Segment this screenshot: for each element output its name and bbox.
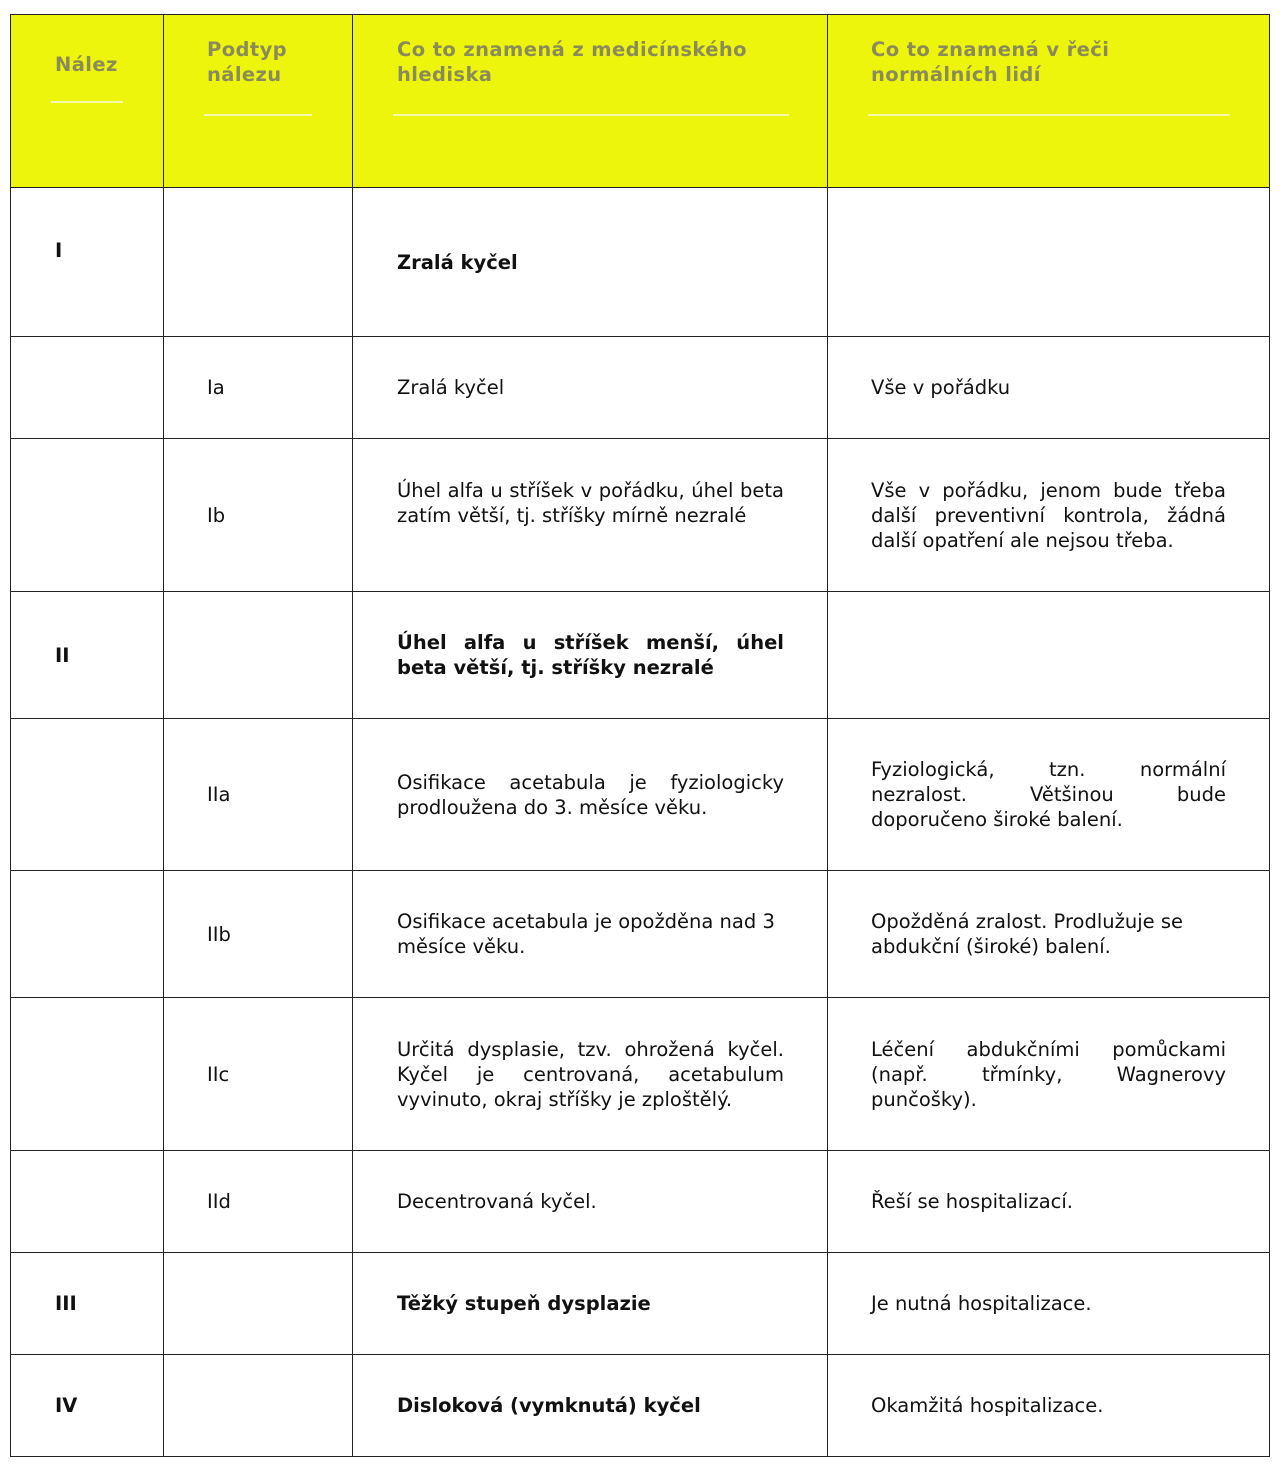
medical-cell: Úhel alfa u stříšek menší, úhel beta větší, tj. stříšky nezralé bbox=[397, 631, 784, 679]
hip-findings-table bbox=[10, 14, 1270, 1457]
subtype-cell: Ib bbox=[207, 504, 226, 527]
header-finding bbox=[11, 15, 164, 188]
medical-cell: Určitá dysplasie, tzv. ohrožená kyčel. Kyčel je centrovaná, acetabulum vyvinuto, okraj stříšky je zploštělý. bbox=[397, 1038, 784, 1111]
header-finding-label: Nález bbox=[55, 53, 118, 76]
table-row bbox=[11, 337, 1270, 439]
medical-cell: Zralá kyčel bbox=[397, 376, 505, 399]
subtype-cell: Ia bbox=[207, 376, 225, 399]
plain-cell: Opožděná zralost. Prodlužuje se abdukční (široké) balení. bbox=[871, 910, 1183, 958]
medical-cell: Osifikace acetabula je fyziologicky prodloužena do 3. měsíce věku. bbox=[397, 771, 784, 819]
plain-cell: Léčení abdukčními pomůckami (např. třmínky, Wagnerovy punčošky). bbox=[871, 1038, 1226, 1111]
header-plain bbox=[828, 15, 1270, 188]
table-row bbox=[11, 188, 1270, 337]
medical-cell: Zralá kyčel bbox=[397, 251, 518, 274]
table-row bbox=[11, 1355, 1270, 1457]
plain-cell: Okamžitá hospitalizace. bbox=[871, 1394, 1104, 1417]
plain-cell: Vše v pořádku bbox=[871, 376, 1011, 399]
medical-cell: Těžký stupeň dysplazie bbox=[397, 1292, 651, 1315]
subtype-cell: IIa bbox=[207, 783, 231, 806]
table-row bbox=[11, 439, 1270, 592]
header-underline bbox=[51, 101, 123, 103]
header-medical-label: Co to znamená z medicínského hlediska bbox=[397, 38, 747, 86]
table-row bbox=[11, 592, 1270, 719]
subtype-cell: IId bbox=[207, 1190, 231, 1213]
plain-cell: Fyziologická, tzn. normální nezralost. Většinou bude doporučeno široké balení. bbox=[871, 758, 1226, 831]
header-underline bbox=[393, 114, 789, 116]
subtype-cell: IIb bbox=[207, 923, 231, 946]
medical-cell: Úhel alfa u stříšek v pořádku, úhel beta zatím větší, tj. stříšky mírně nezralé bbox=[397, 479, 784, 527]
header-medical bbox=[353, 15, 828, 188]
table-row bbox=[11, 1253, 1270, 1355]
table-row bbox=[11, 1151, 1270, 1253]
header-row bbox=[11, 15, 1270, 188]
medical-cell: Decentrovaná kyčel. bbox=[397, 1190, 597, 1213]
plain-cell: Je nutná hospitalizace. bbox=[871, 1292, 1092, 1315]
header-underline bbox=[868, 114, 1230, 116]
finding-cell: IV bbox=[55, 1394, 78, 1417]
finding-cell: III bbox=[55, 1292, 77, 1315]
header-subtype bbox=[164, 15, 353, 188]
header-plain-label: Co to znamená v řeči normálních lidí bbox=[871, 38, 1110, 86]
medical-cell: Osifikace acetabula je opožděna nad 3 měsíce věku. bbox=[397, 910, 775, 958]
medical-cell: Disloková (vymknutá) kyčel bbox=[397, 1394, 701, 1417]
table-row bbox=[11, 998, 1270, 1151]
plain-cell: Řeší se hospitalizací. bbox=[871, 1190, 1073, 1213]
header-subtype-label: Podtyp nálezu bbox=[207, 38, 288, 86]
finding-cell: I bbox=[55, 239, 63, 262]
plain-cell: Vše v pořádku, jenom bude třeba další preventivní kontrola, žádná další opatření ale nejsou třeba. bbox=[871, 479, 1226, 552]
finding-cell: II bbox=[55, 644, 70, 667]
header-underline bbox=[204, 114, 312, 116]
table-row bbox=[11, 871, 1270, 998]
subtype-cell: IIc bbox=[207, 1063, 230, 1086]
table-row bbox=[11, 719, 1270, 871]
